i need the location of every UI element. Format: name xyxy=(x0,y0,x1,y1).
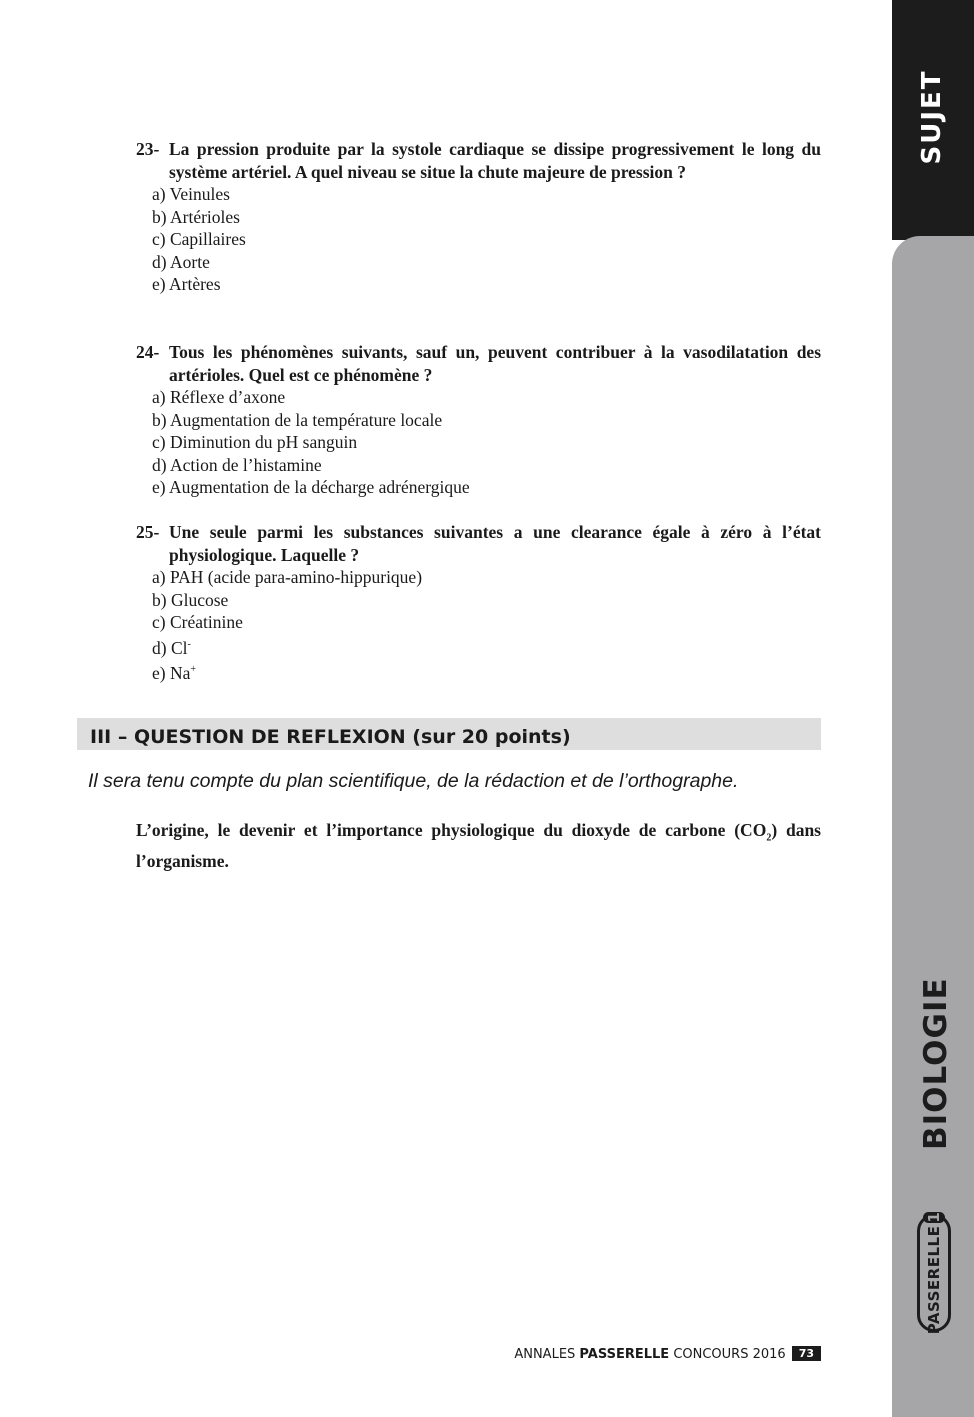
question-25 xyxy=(136,521,821,684)
option-b: b) Augmentation de la température locale xyxy=(152,409,443,430)
option-a: a) PAH (acide para-amino-hippurique) xyxy=(152,567,423,587)
option-d: d) Action de l’histamine xyxy=(152,454,322,475)
question-title xyxy=(136,138,821,183)
option-d xyxy=(152,634,821,659)
option-d: d) Aorte xyxy=(152,251,210,272)
option-d-charge: - xyxy=(187,638,191,650)
section-heading: III – QUESTION DE REFLEXION (sur 20 points) xyxy=(77,718,821,750)
passerelle-logo xyxy=(917,1211,951,1335)
footer-suffix: CONCOURS 2016 xyxy=(669,1347,786,1362)
question-text: Tous les phénomènes suivants, sauf un, peuvent contribuer à la vasodilatation des artérioles. Quel est ce phénomène ? xyxy=(169,342,821,385)
page-number: 73 xyxy=(792,1346,821,1361)
option-a: a) Réflexe d’axone xyxy=(152,387,286,407)
options-list xyxy=(136,386,821,499)
logo-text: PASSERELLE xyxy=(925,1225,943,1335)
question-23 xyxy=(136,138,821,296)
question-title xyxy=(136,341,821,386)
page-footer xyxy=(490,1346,821,1366)
option-e: e) Artères xyxy=(152,274,221,294)
option-a: a) Veinules xyxy=(152,184,230,204)
subject-subscript: 2 xyxy=(766,832,772,844)
option-e: e) Augmentation de la décharge adrénergique xyxy=(152,477,470,497)
option-d-text: d) Cl xyxy=(152,637,188,658)
question-number: 23- xyxy=(136,139,160,159)
logo-number: 1 xyxy=(925,1211,943,1223)
option-e-charge: + xyxy=(190,663,197,675)
option-b: b) Artérioles xyxy=(152,206,240,227)
question-24 xyxy=(136,341,821,499)
subject-text-end: ) dans l’organisme. xyxy=(136,820,821,871)
question-title xyxy=(136,521,821,566)
question-text: Une seule parmi les substances suivantes a une clearance égale à zéro à l’état physiologique. Laquelle ? xyxy=(169,522,821,565)
option-c: c) Capillaires xyxy=(152,229,246,249)
footer-brand: PASSERELLE xyxy=(579,1347,670,1362)
option-c: c) Diminution du pH sanguin xyxy=(152,432,358,452)
option-c: c) Créatinine xyxy=(152,612,243,632)
question-text: La pression produite par la systole cardiaque se dissipe progressivement le long du système artériel. A quel niveau se situe la chute majeure de pression ? xyxy=(169,139,821,182)
sidebar-subject-label: BIOLOGIE xyxy=(918,977,954,1150)
options-list xyxy=(136,566,821,684)
footer-prefix: ANNALES xyxy=(514,1347,580,1362)
sidebar-sujet-label: SUJET xyxy=(917,69,947,165)
reflection-subject xyxy=(136,819,821,873)
question-number: 24- xyxy=(136,342,160,362)
option-e-text: e) Na xyxy=(152,662,191,683)
subject-text-start: L’origine, le devenir et l’importance physiologique du dioxyde de carbone (CO xyxy=(136,820,767,840)
section-instruction: Il sera tenu compte du plan scientifique, de la rédaction et de l’orthographe. xyxy=(88,770,739,792)
option-e xyxy=(152,659,821,684)
question-number: 25- xyxy=(136,522,160,542)
options-list xyxy=(136,183,821,296)
option-b: b) Glucose xyxy=(152,589,229,610)
